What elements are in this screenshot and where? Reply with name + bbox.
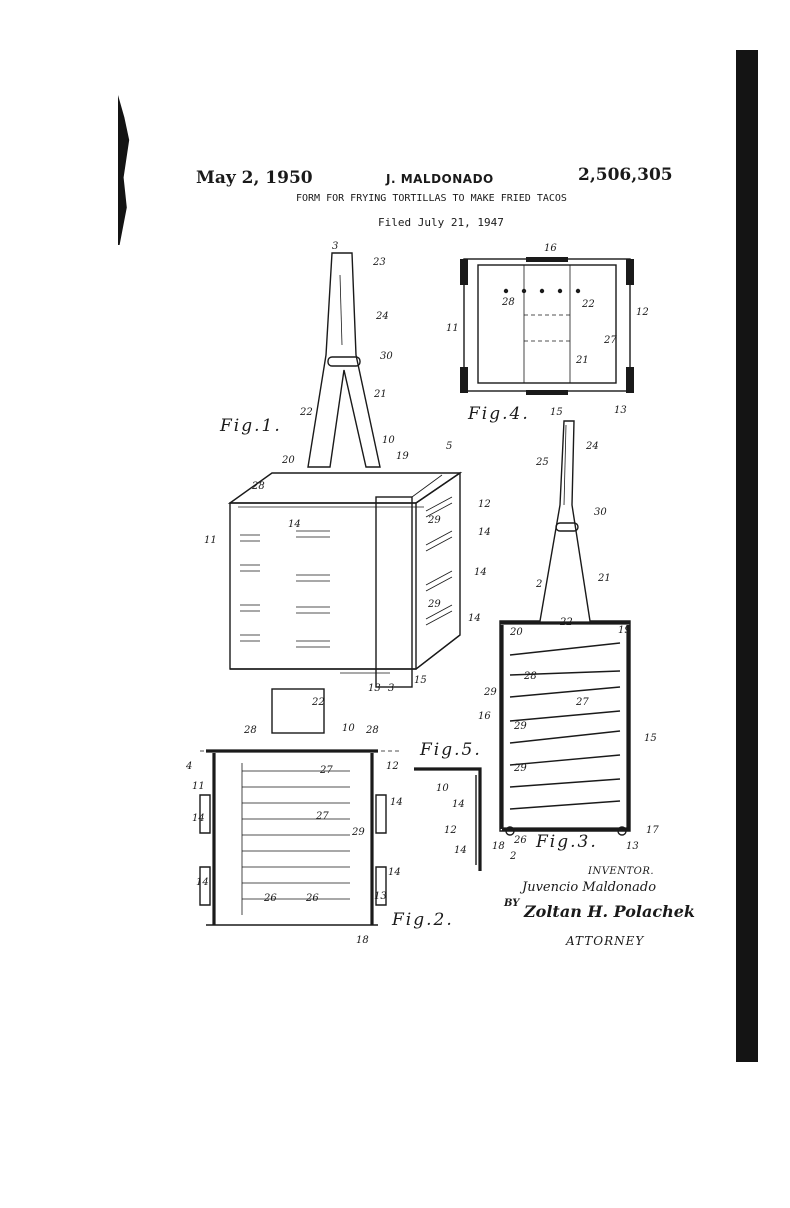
ref-26: 26 xyxy=(514,835,527,846)
patent-title: FORM FOR FRYING TORTILLAS TO MAKE FRIED TACOS xyxy=(296,193,567,204)
ref-16: 16 xyxy=(544,243,557,254)
ref-20: 20 xyxy=(510,627,523,638)
ref-12: 12 xyxy=(636,307,649,318)
ref-11: 11 xyxy=(192,781,205,792)
ref-22: 22 xyxy=(560,617,573,628)
ref-11: 11 xyxy=(204,535,217,546)
ref-14: 14 xyxy=(288,519,301,530)
ref-24: 24 xyxy=(376,311,389,322)
ref-14: 14 xyxy=(454,845,467,856)
ref-10: 10 xyxy=(342,723,355,734)
ref-5: 5 xyxy=(446,441,453,452)
ref-10: 10 xyxy=(382,435,395,446)
ref-10: 10 xyxy=(436,783,449,794)
ref-21: 21 xyxy=(374,389,387,400)
fig4-label: Fig.4. xyxy=(468,404,530,424)
inventor-signature: Juvencio Maldonado xyxy=(522,880,657,895)
ref-18: 18 xyxy=(492,841,505,852)
ref-24: 24 xyxy=(586,441,599,452)
ref-3: 3 xyxy=(332,241,339,252)
inventor-label: INVENTOR. xyxy=(588,866,655,877)
ref-23: 23 xyxy=(373,257,386,268)
ref-20: 20 xyxy=(282,455,295,466)
fig3-label: Fig.3. xyxy=(536,832,598,852)
scan-edge-left xyxy=(118,95,134,245)
ref-15: 15 xyxy=(550,407,563,418)
ref-29: 29 xyxy=(514,721,527,732)
ref-28: 28 xyxy=(366,725,379,736)
ref-22: 22 xyxy=(300,407,313,418)
attorney-label: ATTORNEY xyxy=(566,934,645,948)
patent-date: May 2, 1950 xyxy=(196,168,313,188)
ref-12: 12 xyxy=(386,761,399,772)
ref-25: 25 xyxy=(536,457,549,468)
ref-22: 22 xyxy=(312,697,325,708)
ref-29: 29 xyxy=(514,763,527,774)
ref-27: 27 xyxy=(604,335,617,346)
fig4-drawing xyxy=(460,257,634,395)
ref-28: 28 xyxy=(244,725,257,736)
ref-19: 19 xyxy=(396,451,409,462)
ref-12: 12 xyxy=(444,825,457,836)
ref-21: 21 xyxy=(576,355,589,366)
ref-30: 30 xyxy=(594,507,607,518)
ref-13: 13 xyxy=(626,841,639,852)
ref-29: 29 xyxy=(484,687,497,698)
ref-14: 14 xyxy=(468,613,481,624)
ref-11: 11 xyxy=(446,323,459,334)
ref-2: 2 xyxy=(510,851,517,862)
ref-14: 14 xyxy=(390,797,403,808)
ref-13: 13 xyxy=(374,891,387,902)
ref-28: 28 xyxy=(252,481,265,492)
attorney-signature: Zoltan H. Polachek xyxy=(524,902,696,921)
fig1-drawing xyxy=(230,253,460,687)
ref-14: 14 xyxy=(196,877,209,888)
by-label: BY xyxy=(504,898,520,909)
ref-30: 30 xyxy=(380,351,393,362)
ref-14: 14 xyxy=(474,567,487,578)
ref-14: 14 xyxy=(388,867,401,878)
filed-date: Filed July 21, 1947 xyxy=(378,216,504,229)
ref-29: 29 xyxy=(428,515,441,526)
ref-3: 3 xyxy=(388,683,395,694)
ref-14: 14 xyxy=(478,527,491,538)
fig1-label: Fig.1. xyxy=(220,416,282,436)
ref-13: 13 xyxy=(368,683,381,694)
ref-15: 15 xyxy=(644,733,657,744)
ref-28: 28 xyxy=(524,671,537,682)
ref-26: 26 xyxy=(306,893,319,904)
scan-edge-right xyxy=(736,50,758,1062)
fig5-label: Fig.5. xyxy=(420,740,482,760)
fig2-label: Fig.2. xyxy=(392,910,454,930)
ref-29: 29 xyxy=(428,599,441,610)
ref-4: 4 xyxy=(186,761,193,772)
ref-18: 18 xyxy=(356,935,369,946)
ref-27: 27 xyxy=(320,765,333,776)
ref-2: 2 xyxy=(536,579,543,590)
inventor-name: J. MALDONADO xyxy=(386,172,494,186)
patent-number: 2,506,305 xyxy=(578,165,673,185)
ref-17: 17 xyxy=(646,825,659,836)
ref-27: 27 xyxy=(576,697,589,708)
ref-29: 29 xyxy=(352,827,365,838)
ref-22: 22 xyxy=(582,299,595,310)
ref-14: 14 xyxy=(192,813,205,824)
ref-16: 16 xyxy=(478,711,491,722)
ref-13: 13 xyxy=(614,405,627,416)
patent-drawing xyxy=(180,235,700,965)
patent-drawing-svg xyxy=(180,235,700,965)
ref-26: 26 xyxy=(264,893,277,904)
ref-28: 28 xyxy=(502,297,515,308)
ref-12: 12 xyxy=(478,499,491,510)
ref-27: 27 xyxy=(316,811,329,822)
ref-19: 19 xyxy=(618,625,631,636)
ref-21: 21 xyxy=(598,573,611,584)
ref-15: 15 xyxy=(414,675,427,686)
ref-14: 14 xyxy=(452,799,465,810)
